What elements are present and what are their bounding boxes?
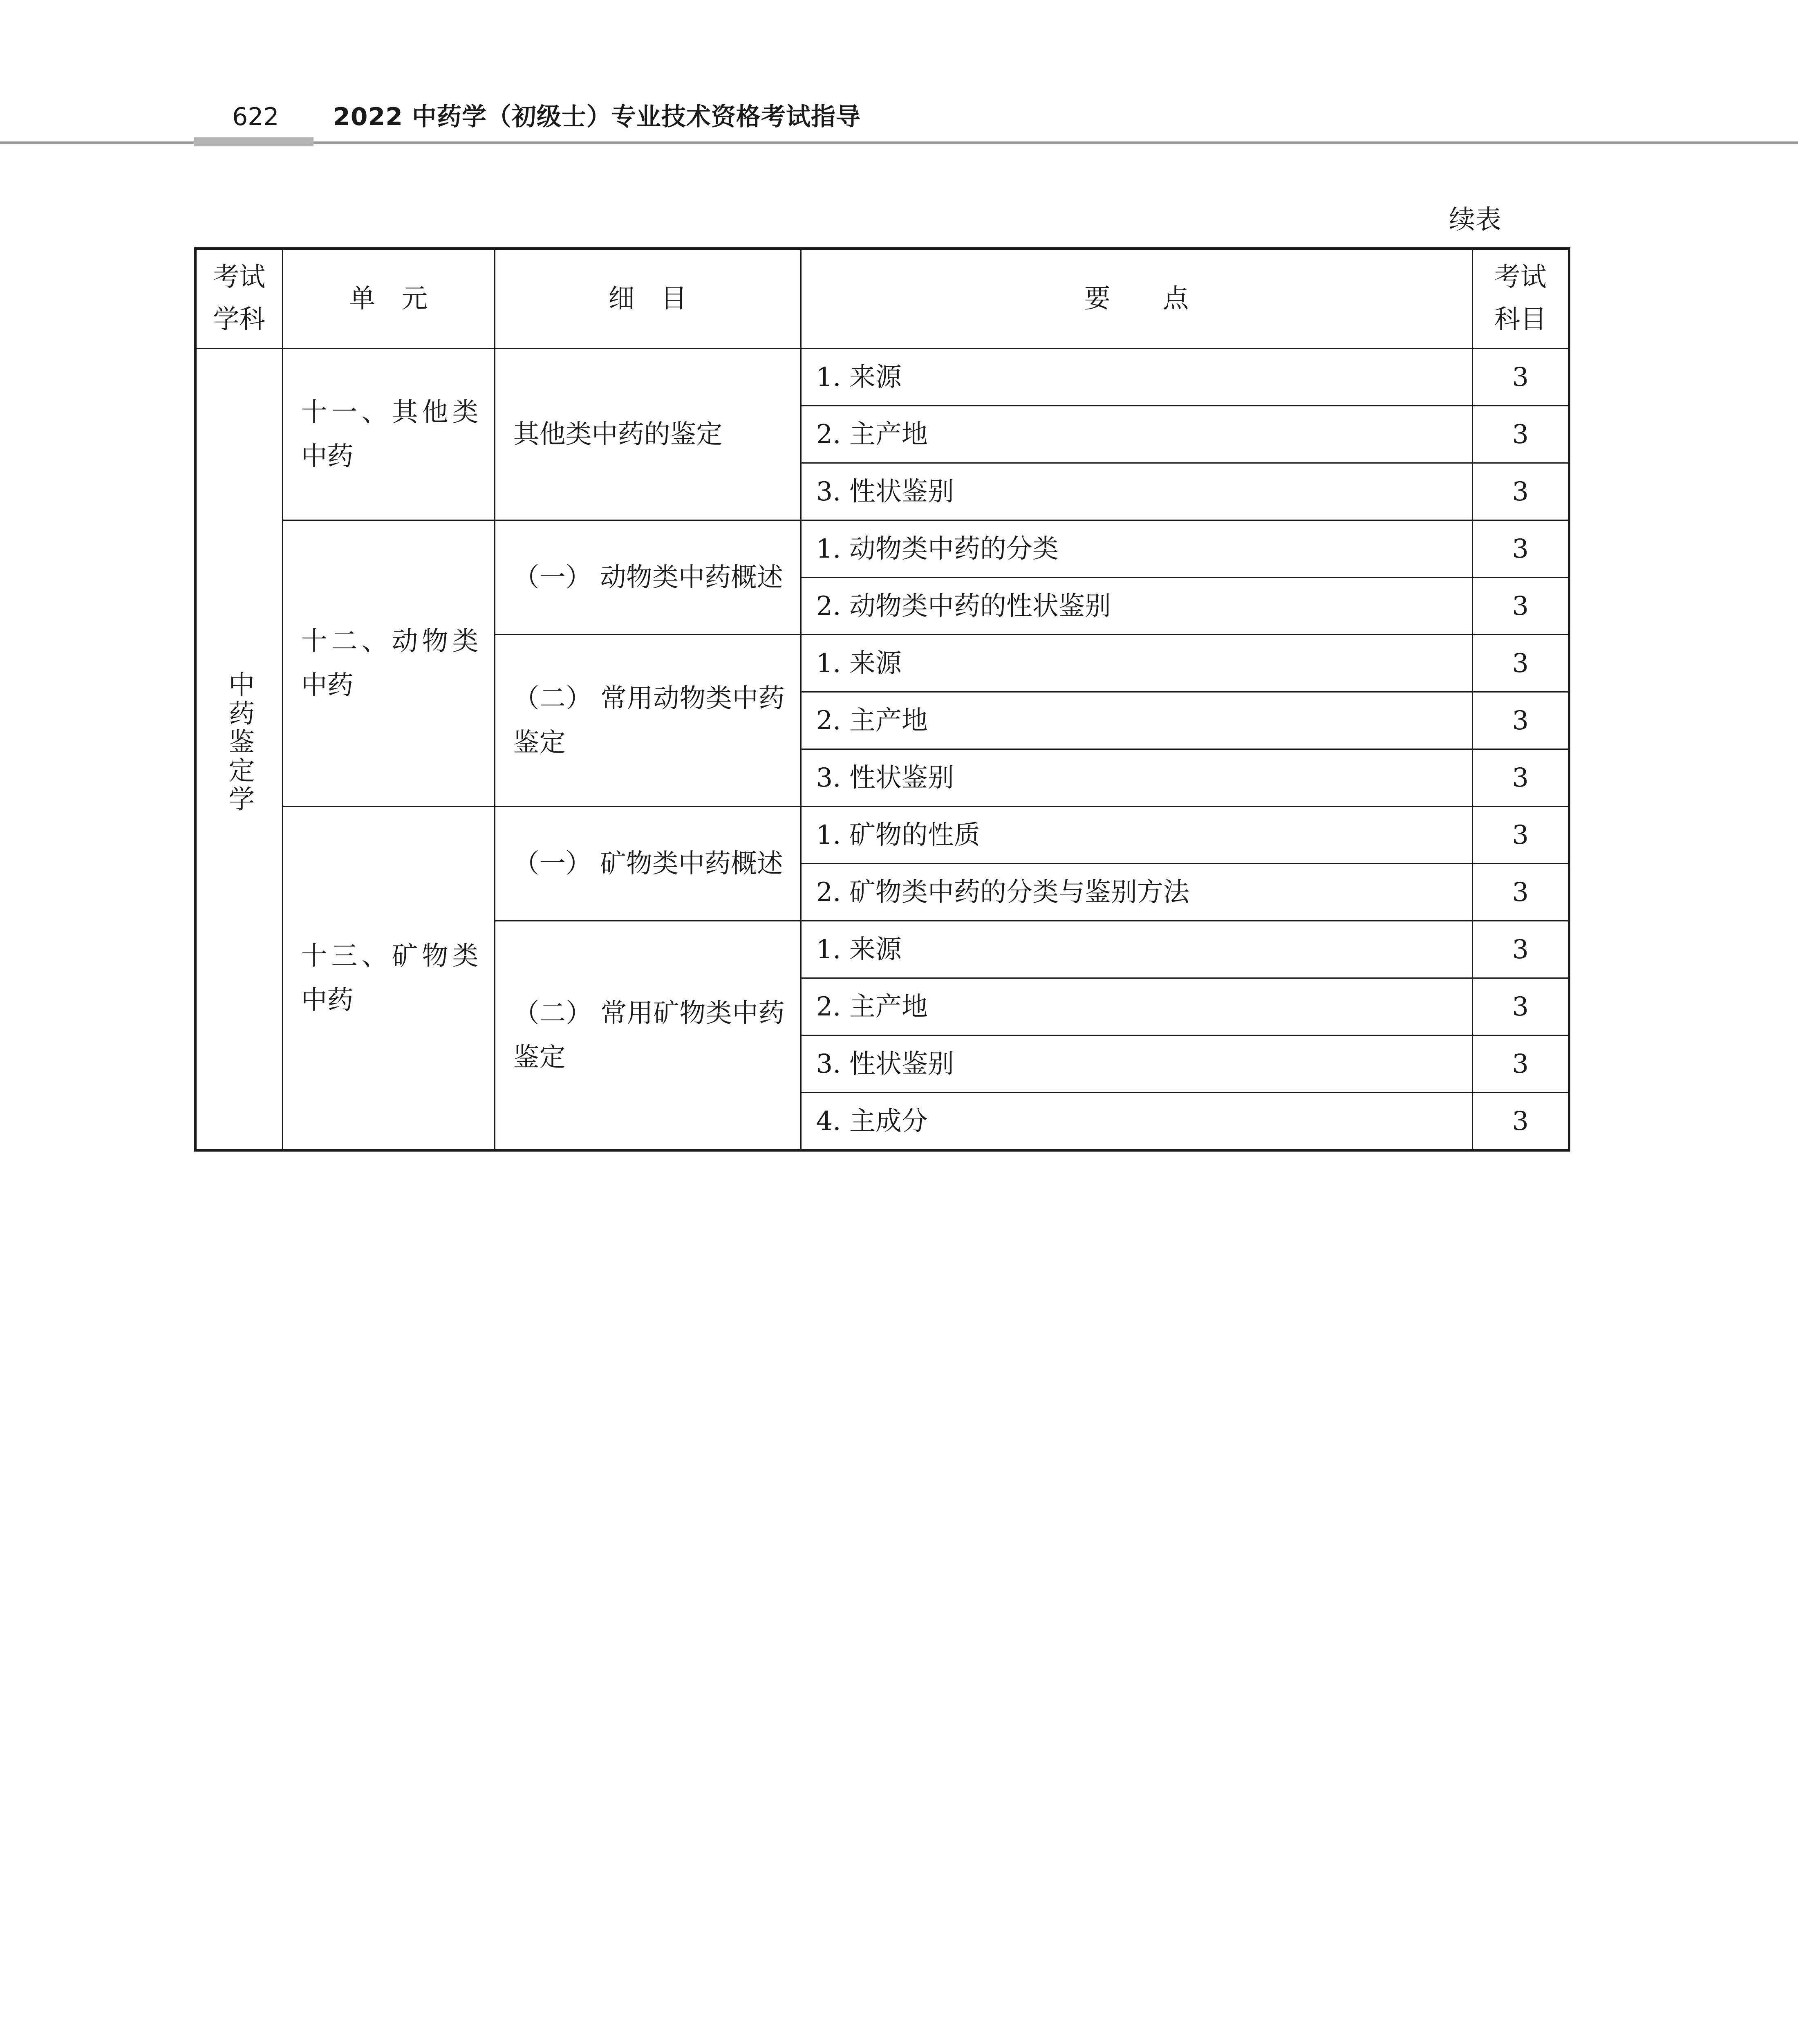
unit-label: 十三、矿物类中药 bbox=[301, 941, 479, 1015]
level-cell: 3 bbox=[1472, 807, 1569, 864]
detail-cell bbox=[495, 635, 801, 807]
header-detail: 细 目 bbox=[495, 249, 801, 349]
blank-page-area bbox=[0, 1186, 1798, 2044]
detail-cell bbox=[495, 520, 801, 635]
table-row bbox=[195, 349, 1569, 406]
point-cell: 2. 主产地 bbox=[801, 406, 1472, 463]
level-cell: 3 bbox=[1472, 1093, 1569, 1151]
detail-label: （二） 常用动物类中药鉴定 bbox=[513, 683, 785, 758]
table-row bbox=[195, 520, 1569, 578]
detail-label: （二） 常用矿物类中药鉴定 bbox=[513, 998, 785, 1073]
point-cell: 1. 来源 bbox=[801, 349, 1472, 406]
table-header-row bbox=[195, 249, 1569, 349]
unit-cell bbox=[282, 520, 495, 807]
syllabus-table bbox=[194, 247, 1570, 1152]
page-header bbox=[0, 98, 1798, 147]
point-cell: 1. 来源 bbox=[801, 635, 1472, 692]
level-cell: 3 bbox=[1472, 1035, 1569, 1093]
level-cell: 3 bbox=[1472, 520, 1569, 578]
header-points: 要 点 bbox=[801, 249, 1472, 349]
point-cell: 4. 主成分 bbox=[801, 1093, 1472, 1151]
point-cell: 1. 矿物的性质 bbox=[801, 807, 1472, 864]
level-cell: 3 bbox=[1472, 349, 1569, 406]
level-cell: 3 bbox=[1472, 463, 1569, 520]
header-subject: 考试学科 bbox=[195, 249, 282, 349]
unit-label: 十二、动物类中药 bbox=[301, 626, 479, 701]
detail-cell bbox=[495, 921, 801, 1151]
point-cell: 1. 动物类中药的分类 bbox=[801, 520, 1472, 578]
level-cell: 3 bbox=[1472, 406, 1569, 463]
point-cell: 3. 性状鉴别 bbox=[801, 463, 1472, 520]
detail-label: （一） 动物类中药概述 bbox=[513, 562, 783, 593]
point-cell: 2. 主产地 bbox=[801, 692, 1472, 749]
level-cell: 3 bbox=[1472, 921, 1569, 978]
table-row bbox=[195, 807, 1569, 864]
level-cell: 3 bbox=[1472, 692, 1569, 749]
header-level: 考试科目 bbox=[1472, 249, 1569, 349]
detail-cell bbox=[495, 349, 801, 520]
unit-cell bbox=[282, 349, 495, 520]
page-number: 622 bbox=[232, 103, 279, 131]
detail-label: （一） 矿物类中药概述 bbox=[513, 848, 783, 879]
header-rule-accent bbox=[194, 137, 313, 146]
level-cell: 3 bbox=[1472, 978, 1569, 1035]
level-cell: 3 bbox=[1472, 635, 1569, 692]
point-cell: 3. 性状鉴别 bbox=[801, 749, 1472, 807]
unit-label: 十一、其他类中药 bbox=[301, 397, 479, 472]
detail-cell bbox=[495, 807, 801, 921]
point-cell: 2. 矿物类中药的分类与鉴别方法 bbox=[801, 864, 1472, 921]
subject-label: 中药鉴定学 bbox=[224, 671, 255, 814]
point-cell: 3. 性状鉴别 bbox=[801, 1035, 1472, 1093]
book-title: 2022 中药学（初级士）专业技术资格考试指导 bbox=[333, 103, 861, 131]
point-cell: 2. 动物类中药的性状鉴别 bbox=[801, 578, 1472, 635]
continued-table-label: 续表 bbox=[1449, 205, 1501, 235]
level-cell: 3 bbox=[1472, 864, 1569, 921]
point-cell: 2. 主产地 bbox=[801, 978, 1472, 1035]
level-cell: 3 bbox=[1472, 578, 1569, 635]
detail-label: 其他类中药的鉴定 bbox=[513, 419, 723, 450]
header-unit: 单 元 bbox=[282, 249, 495, 349]
subject-cell bbox=[195, 349, 282, 1151]
unit-cell bbox=[282, 807, 495, 1151]
point-cell: 1. 来源 bbox=[801, 921, 1472, 978]
level-cell: 3 bbox=[1472, 749, 1569, 807]
